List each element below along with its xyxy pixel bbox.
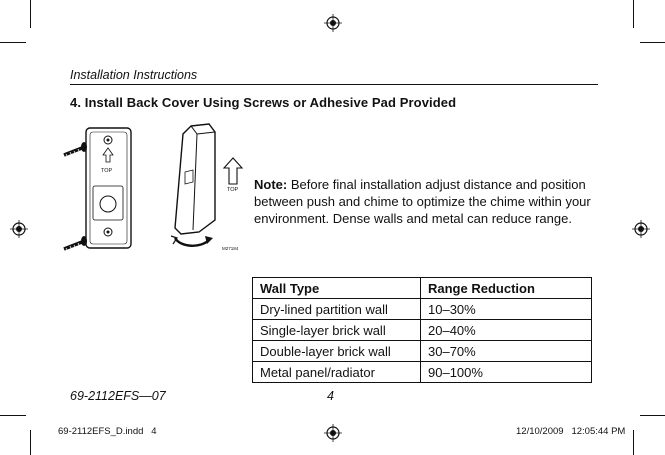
wall-type-cell: Dry-lined partition wall (253, 299, 421, 320)
range-reduction-table (252, 277, 592, 383)
range-reduction-cell: 90–100% (421, 362, 592, 383)
slug-filename: 69-2112EFS_D.indd 4 (58, 426, 157, 437)
screw-icon (64, 236, 87, 252)
screw-icon (64, 142, 87, 158)
crop-mark (30, 0, 31, 28)
page-number: 4 (327, 389, 334, 403)
note-text: Before final installation adjust distance and position between push and chime to optimize the chime within your environment. Dense walls and metal can reduce range. (254, 177, 591, 226)
back-cover-front-illustration (60, 124, 140, 259)
range-reduction-cell: 20–40% (421, 320, 592, 341)
wall-type-cell: Metal panel/radiator (253, 362, 421, 383)
crop-mark (640, 42, 665, 43)
crop-mark (633, 430, 634, 455)
top-direction-arrow-icon (222, 156, 244, 186)
range-reduction-cell: 30–70% (421, 341, 592, 362)
document-number: 69-2112EFS—07 (70, 389, 166, 403)
registration-mark-icon (10, 220, 28, 238)
table-row (253, 341, 592, 362)
section-header: Installation Instructions (70, 68, 198, 82)
wall-type-cell: Double-layer brick wall (253, 341, 421, 362)
range-reduction-cell: 10–30% (421, 299, 592, 320)
installation-note (254, 176, 594, 227)
crop-mark (0, 415, 26, 416)
crop-mark (30, 430, 31, 455)
registration-mark-icon (324, 14, 342, 32)
back-cover-side-illustration (163, 120, 225, 255)
registration-mark-icon (632, 220, 650, 238)
crop-mark (633, 0, 634, 28)
note-label: Note: (254, 177, 288, 192)
table-row (253, 320, 592, 341)
column-header-wall-type: Wall Type (253, 278, 421, 299)
step-heading: 4. Install Back Cover Using Screws or Adhesive Pad Provided (70, 95, 457, 110)
table-header-row (253, 278, 592, 299)
table-row (253, 362, 592, 383)
top-label-arrow: TOP (227, 187, 239, 193)
column-header-range-reduction: Range Reduction (421, 278, 592, 299)
crop-mark (0, 42, 26, 43)
table-row (253, 299, 592, 320)
header-rule (70, 84, 598, 85)
top-label-front: TOP (101, 168, 113, 174)
wall-type-cell: Single-layer brick wall (253, 320, 421, 341)
model-code: M27184 (222, 246, 239, 251)
slug-timestamp: 12/10/2009 12:05:44 PM (516, 426, 626, 437)
crop-mark (640, 415, 665, 416)
registration-mark-icon (324, 424, 342, 442)
